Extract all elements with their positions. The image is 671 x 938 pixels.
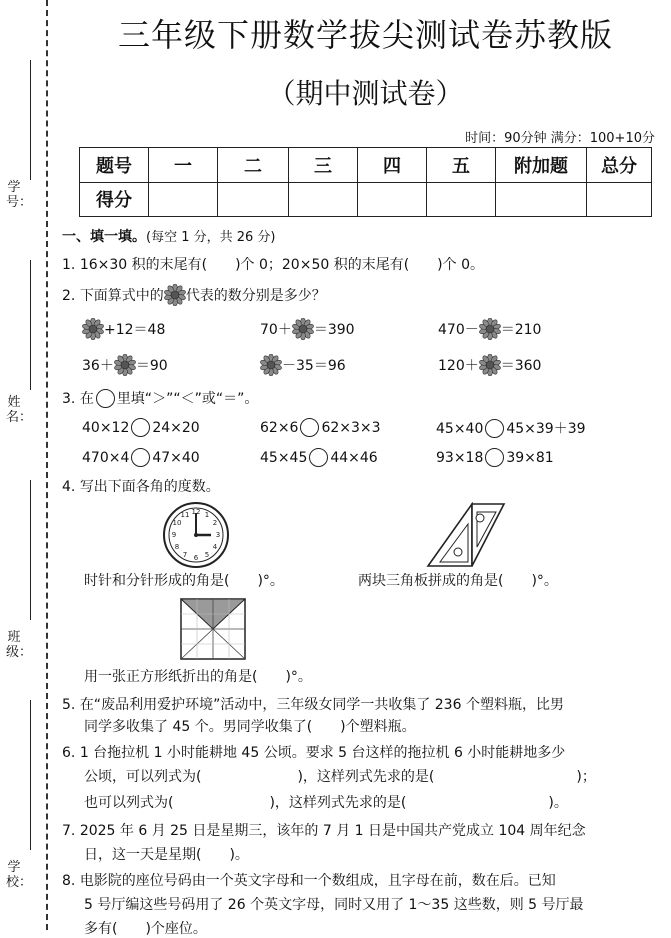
score-header-cell: 一 bbox=[149, 148, 218, 183]
question-6 bbox=[62, 742, 565, 762]
time-info: 时间：90分钟 满分：100+10分 bbox=[465, 131, 655, 146]
svg-text:7: 7 bbox=[182, 551, 188, 559]
student-id-line bbox=[30, 60, 31, 180]
question-text: 在“废品利用爱护环境”活动中，三年级女同学一共收集了 236 个塑料瓶，比男 bbox=[79, 697, 564, 713]
equation-text: 36＋ bbox=[82, 358, 114, 374]
school-label: 学校： bbox=[6, 860, 33, 890]
compare-right: 62×3×3 bbox=[321, 420, 381, 436]
question-number: 2. bbox=[62, 288, 76, 304]
equation-text: ＝90 bbox=[135, 358, 168, 374]
page-title: 三年级下册数学拔尖测试卷苏教版 bbox=[117, 16, 613, 54]
svg-text:4: 4 bbox=[212, 543, 218, 551]
score-header-cell: 五 bbox=[427, 148, 496, 183]
question-1 bbox=[62, 254, 484, 274]
equation-text: －35＝96 bbox=[282, 358, 346, 374]
score-cell[interactable] bbox=[289, 182, 358, 217]
score-header-cell: 四 bbox=[358, 148, 427, 183]
svg-text:5: 5 bbox=[204, 551, 210, 559]
question-text: )。 bbox=[548, 795, 568, 811]
binding-margin bbox=[0, 0, 50, 930]
equation-text: 470－ bbox=[438, 322, 479, 338]
square-answer: 用一张正方形纸折出的角是( )°。 bbox=[84, 669, 312, 685]
score-row-label: 得分 bbox=[80, 182, 149, 217]
question-text: 也可以列式为( bbox=[84, 795, 174, 811]
question-text: 2025 年 6 月 25 日是星期三，该年的 7 月 1 日是中国共产党成立 104 周年纪念 bbox=[79, 823, 586, 839]
compare-left: 62×6 bbox=[260, 420, 299, 436]
question-6-line3 bbox=[84, 792, 568, 812]
question-5-cont: 同学多收集了 45 个。男同学收集了( )个塑料瓶。 bbox=[84, 719, 416, 735]
compare-item bbox=[82, 418, 200, 437]
equation bbox=[82, 318, 165, 340]
compare-item bbox=[260, 418, 381, 437]
question-text: 16×30 积的末尾有( )个 0；20×50 积的末尾有( )个 0。 bbox=[79, 257, 484, 273]
score-header-cell: 总分 bbox=[587, 148, 652, 183]
question-text-before: 在 bbox=[79, 391, 94, 407]
question-2 bbox=[62, 284, 326, 306]
equation bbox=[260, 318, 355, 340]
compare-left: 45×40 bbox=[436, 421, 484, 437]
page-subtitle: （期中测试卷） bbox=[267, 77, 464, 110]
svg-text:9: 9 bbox=[171, 531, 177, 539]
question-text: 电影院的座位号码由一个英文字母和一个数组成，且字母在前，数在后。已知 bbox=[79, 873, 556, 889]
compare-left: 40×12 bbox=[82, 420, 130, 436]
compare-circle[interactable] bbox=[300, 418, 319, 437]
compare-circle[interactable] bbox=[131, 448, 150, 467]
flower-icon bbox=[164, 284, 186, 306]
question-number: 3. bbox=[62, 391, 76, 407]
question-text: 写出下面各角的度数。 bbox=[79, 479, 220, 495]
compare-circle[interactable] bbox=[485, 448, 504, 467]
compare-item bbox=[436, 418, 586, 438]
score-cell[interactable] bbox=[149, 182, 218, 217]
question-text: )，这样列式先求的是( bbox=[297, 769, 435, 785]
compare-right: 45×39＋39 bbox=[506, 421, 586, 437]
compare-circle[interactable] bbox=[309, 448, 328, 467]
section-note: (每空 1 分，共 26 分) bbox=[146, 230, 276, 245]
compare-left: 45×45 bbox=[260, 450, 308, 466]
score-table bbox=[79, 147, 652, 217]
clock-answer: 时针和分针形成的角是( )°。 bbox=[84, 573, 284, 589]
question-number: 8. bbox=[62, 873, 76, 889]
compare-right: 47×40 bbox=[152, 450, 200, 466]
equation-text: ＝360 bbox=[500, 358, 542, 374]
question-8-line3: 多有( )个座位。 bbox=[84, 921, 207, 937]
flower-icon bbox=[260, 354, 282, 376]
svg-text:10: 10 bbox=[172, 519, 182, 527]
clock-figure bbox=[160, 502, 232, 568]
section-title: 一、填一填。 bbox=[62, 229, 146, 245]
equation-text: 70＋ bbox=[260, 322, 292, 338]
question-3 bbox=[62, 388, 258, 408]
question-text: 1 台拖拉机 1 小时能耕地 45 公顷。要求 5 台这样的拖拉机 6 小时能耕地多少 bbox=[79, 745, 566, 761]
svg-text:12: 12 bbox=[191, 508, 201, 516]
svg-text:1: 1 bbox=[204, 511, 210, 519]
equation bbox=[438, 354, 541, 376]
question-5 bbox=[62, 694, 564, 714]
compare-circle[interactable] bbox=[485, 419, 504, 438]
compare-item bbox=[260, 448, 378, 467]
equation bbox=[260, 354, 346, 376]
flower-icon bbox=[479, 318, 501, 340]
equation bbox=[82, 354, 168, 376]
score-cell[interactable] bbox=[358, 182, 427, 217]
question-7-cont: 日，这一天是星期( )。 bbox=[84, 847, 249, 863]
score-header-row bbox=[80, 148, 652, 183]
svg-text:6: 6 bbox=[193, 554, 199, 562]
score-header-cell: 三 bbox=[289, 148, 358, 183]
flower-icon bbox=[292, 318, 314, 340]
equation-text: +12＝48 bbox=[104, 322, 166, 338]
cut-line bbox=[46, 0, 48, 930]
svg-text:2: 2 bbox=[212, 519, 218, 527]
name-label: 姓名： bbox=[6, 395, 33, 425]
score-row bbox=[80, 182, 652, 217]
equation bbox=[438, 318, 541, 340]
compare-right: 39×81 bbox=[506, 450, 554, 466]
question-text-before: 下面算式中的 bbox=[79, 288, 164, 304]
flower-icon bbox=[114, 354, 136, 376]
name-line bbox=[30, 260, 31, 390]
question-text: )，这样列式先求的是( bbox=[269, 795, 407, 811]
compare-left: 470×4 bbox=[82, 450, 130, 466]
score-header-cell: 二 bbox=[218, 148, 289, 183]
question-text-after: 里填“＞”“＜”或“＝”。 bbox=[116, 391, 259, 407]
question-number: 6. bbox=[62, 745, 76, 761]
question-text-after: 代表的数分别是多少？ bbox=[185, 288, 326, 304]
score-header-cell: 题号 bbox=[80, 148, 149, 183]
student-id-label: 学号： bbox=[6, 180, 33, 210]
score-cell[interactable] bbox=[496, 182, 587, 217]
question-text: )； bbox=[576, 769, 596, 785]
triangle-answer: 两块三角板拼成的角是( )°。 bbox=[358, 573, 558, 589]
question-number: 7. bbox=[62, 823, 76, 839]
compare-right: 44×46 bbox=[330, 450, 378, 466]
question-7 bbox=[62, 820, 586, 840]
compare-item bbox=[436, 448, 554, 467]
compare-left: 93×18 bbox=[436, 450, 484, 466]
triangle-ruler-figure bbox=[426, 502, 506, 568]
score-cell[interactable] bbox=[218, 182, 289, 217]
equation-text: ＝390 bbox=[313, 322, 355, 338]
question-text: 公顷，可以列式为( bbox=[84, 769, 202, 785]
svg-text:8: 8 bbox=[174, 543, 180, 551]
class-label: 班级： bbox=[6, 630, 33, 660]
circle-blank bbox=[96, 389, 115, 408]
question-8 bbox=[62, 870, 556, 890]
question-number: 5. bbox=[62, 697, 76, 713]
svg-text:11: 11 bbox=[180, 511, 190, 519]
school-line bbox=[30, 700, 31, 850]
flower-icon bbox=[479, 354, 501, 376]
folded-square-figure bbox=[180, 598, 246, 660]
compare-item bbox=[82, 448, 200, 467]
flower-icon bbox=[82, 318, 104, 340]
question-number: 4. bbox=[62, 479, 76, 495]
svg-text:3: 3 bbox=[215, 531, 221, 539]
score-cell[interactable] bbox=[587, 182, 652, 217]
equation-text: ＝210 bbox=[500, 322, 542, 338]
compare-right: 24×20 bbox=[152, 420, 200, 436]
question-number: 1. bbox=[62, 257, 76, 273]
question-6-line2 bbox=[84, 766, 596, 786]
compare-circle[interactable] bbox=[131, 418, 150, 437]
class-line bbox=[30, 480, 31, 620]
section-heading bbox=[62, 226, 276, 246]
score-cell[interactable] bbox=[427, 182, 496, 217]
equation-text: 120＋ bbox=[438, 358, 479, 374]
question-4 bbox=[62, 476, 220, 496]
score-header-cell: 附加题 bbox=[496, 148, 587, 183]
question-8-line2: 5 号厅编这些号码用了 26 个英文字母，同时又用了 1～35 这些数，则 5 号厅最 bbox=[84, 897, 584, 913]
